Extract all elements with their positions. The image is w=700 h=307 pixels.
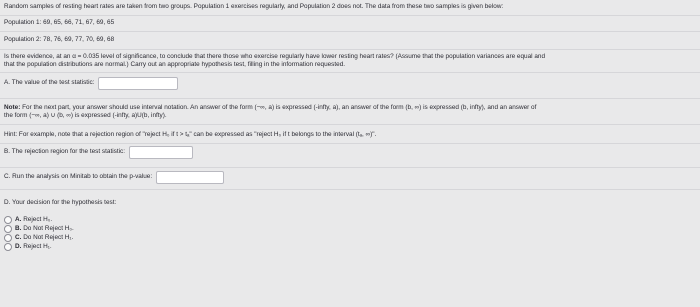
part-c-label: C. Run the analysis on Minitab to obtain the p-value: (4, 173, 153, 181)
note-text: For the next part, your answer should use interval notation. An answer of the form (−∞, a) is expressed (-infty, a), an answer of the form (b, ∞) is expressed (b, infty), and an answer of (22, 104, 537, 111)
question-line-2: that the population distributions are normal.) Carry out an appropriate hypothesis test, filling in the information requested. (4, 61, 346, 68)
decision-option-d[interactable] (4, 243, 52, 251)
option-letter: D. (15, 243, 22, 250)
option-letter: C. (15, 234, 22, 241)
option-text: Do Not Reject H₁. (23, 234, 74, 241)
p-value-input[interactable] (156, 171, 224, 184)
hint-text: Hint: For example, note that a rejection region of "reject H₀ if t > tₐ" can be expressed as "reject H₀ if t belongs to the interval (tₐ, ∞)". (4, 131, 377, 138)
population2-data: Population 2: 78, 76, 69, 77, 70, 69, 68 (4, 36, 115, 43)
option-text: Reject H₁. (23, 243, 52, 250)
intro-text: Random samples of resting heart rates are taken from two groups. Population 1 exercises regularly, and Population 2 does not. The data from these two samples is given below: (4, 3, 504, 10)
part-a-row (4, 77, 178, 90)
radio-button[interactable] (4, 234, 12, 242)
divider (0, 143, 700, 144)
divider (0, 49, 700, 50)
part-b-row (4, 146, 193, 159)
divider (0, 98, 700, 99)
decision-option-b[interactable] (4, 225, 74, 233)
question-line-1: Is there evidence, at an α = 0.035 level of significance, to conclude that there those who exercise regularly have lower resting heart rates? (Assume that the population variances are equal and (4, 53, 546, 60)
radio-button[interactable] (4, 225, 12, 233)
divider (0, 72, 700, 73)
divider (0, 15, 700, 16)
divider (0, 124, 700, 125)
decision-option-a[interactable] (4, 216, 52, 224)
option-text: Do Not Reject H₀. (23, 225, 74, 232)
test-statistic-input[interactable] (98, 77, 178, 90)
population1-data: Population 1: 69, 65, 66, 71, 67, 69, 65 (4, 19, 115, 26)
decision-option-c[interactable] (4, 234, 73, 242)
divider (0, 189, 700, 190)
divider (0, 167, 700, 168)
note-line-2: the form (−∞, a) ∪ (b, ∞) is expressed (-infty, a)U(b, infty). (4, 112, 167, 119)
option-letter: B. (15, 225, 22, 232)
option-text: Reject H₀. (23, 216, 53, 223)
radio-button[interactable] (4, 243, 12, 251)
part-b-label: B. The rejection region for the test statistic: (4, 148, 126, 156)
note-label: Note: (4, 104, 21, 111)
part-c-row (4, 171, 224, 184)
part-a-label: A. The value of the test statistic: (4, 79, 95, 87)
divider (0, 31, 700, 32)
rejection-region-input[interactable] (129, 146, 193, 159)
option-letter: A. (15, 216, 22, 223)
radio-button[interactable] (4, 216, 12, 224)
part-d-label: D. Your decision for the hypothesis test: (4, 199, 117, 206)
